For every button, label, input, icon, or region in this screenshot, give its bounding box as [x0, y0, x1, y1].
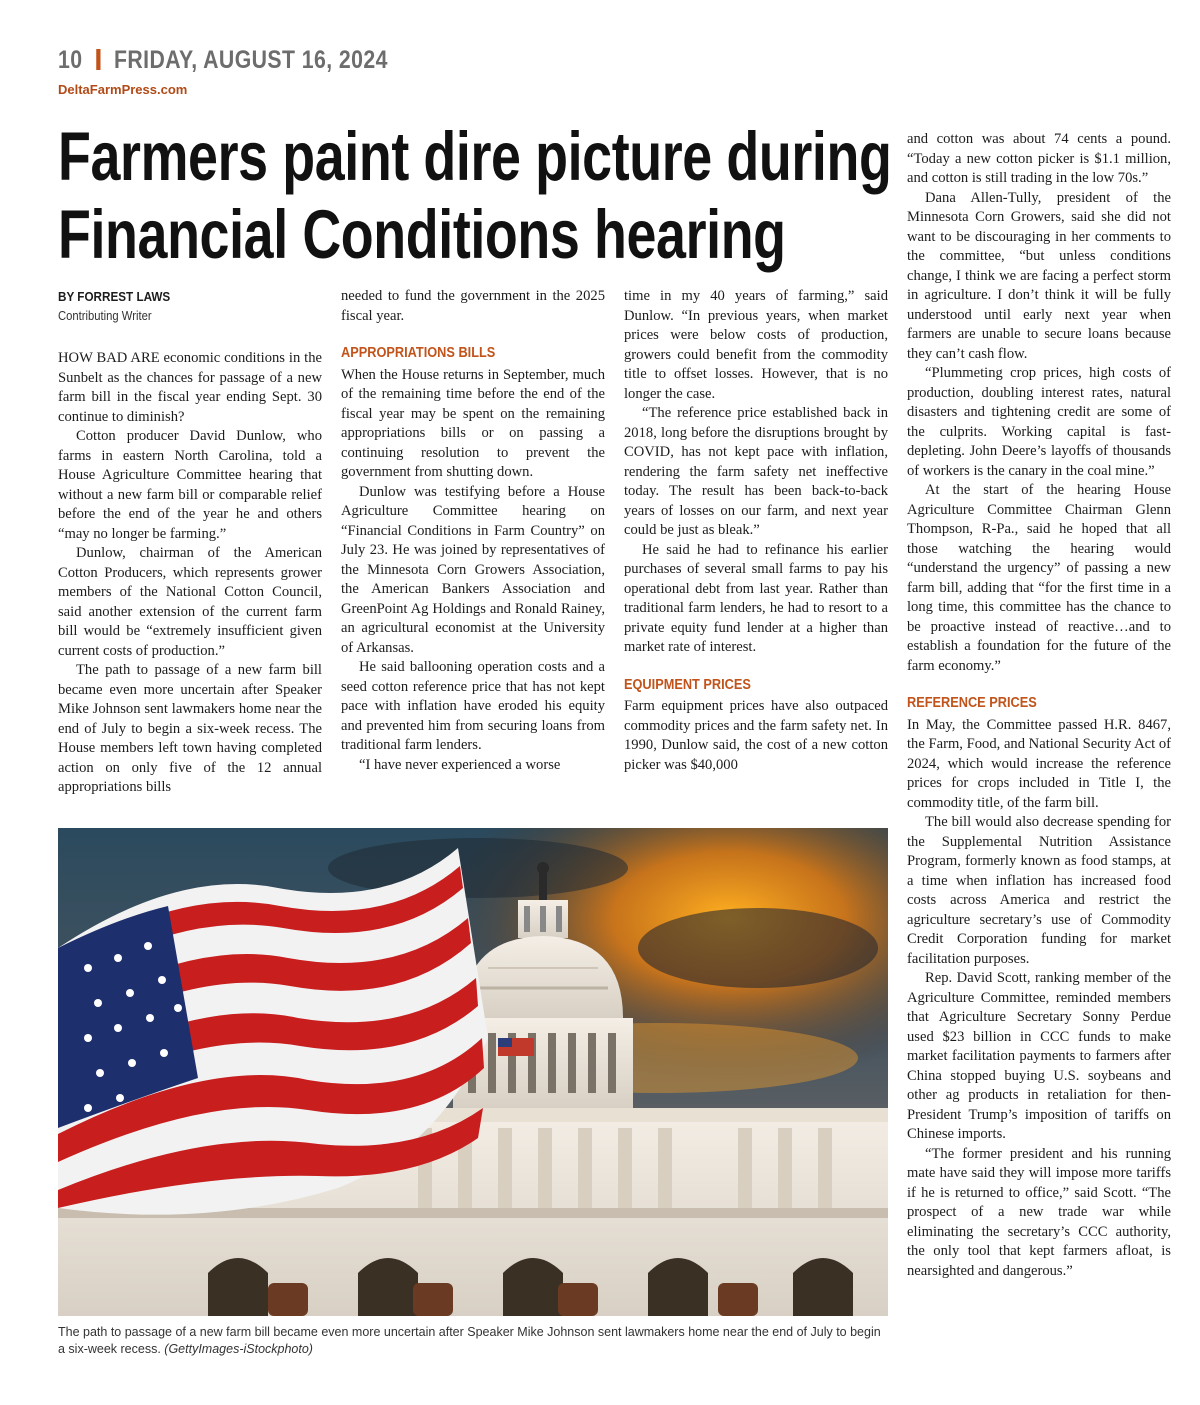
paragraph: Farm equipment prices have also outpaced commodity prices and the farm safety net. In 1990, Dunlow said, the cost of a new cotton picker was $40,000 — [624, 698, 888, 773]
paragraph: He said he had to refinance his earlier purchases of several small farms to pay his operational debt from last year. Rather than traditional farm lenders, he had to resort to a private equity fund lender at a higher than market rate of interest. — [624, 541, 888, 655]
photo-credit: (GettyImages-iStockphoto) — [164, 1342, 313, 1356]
paragraph: HOW BAD ARE economic conditions in the Sunbelt as the chances for passage of a new farm bill in the fiscal year ending Sept. 30 continue to diminish? — [58, 350, 322, 425]
paragraph: “Plummeting crop prices, high costs of production, doubling interest rates, natural disasters and tightening credit are some of the culprits. Working capital is fast-depleting. John Deere’s layoffs of thousands of workers is the canary in the coal mine.” — [907, 365, 1171, 479]
header-divider — [96, 49, 100, 70]
subhead-equipment: EQUIPMENT PRICES — [624, 676, 751, 693]
paragraph: “I have never experienced a worse — [359, 756, 561, 773]
subhead-reference: REFERENCE PRICES — [907, 695, 1037, 711]
capitol-flag-photo — [58, 828, 888, 1316]
paragraph: When the House returns in September, much of the remaining time before the end of the fiscal year may be spent on the remaining appropriations bills or on passing a continuing resolution to prevent the government from shutting down. — [341, 366, 605, 480]
page-number: 10 — [58, 46, 83, 74]
paragraph: The path to passage of a new farm bill became even more uncertain after Speaker Mike Johnson sent lawmakers home near the end of July to begin a six-week recess. The House members left town having completed action on only five of the 12 annual appropriations bills — [58, 662, 322, 795]
caption-text: The path to passage of a new farm bill became even more uncertain after Speaker Mike Johnson sent lawmakers home near the end of July to begin a six-week recess. — [58, 1325, 881, 1356]
paragraph: and cotton was about 74 cents a pound. “Today a new cotton picker is $1.1 million, and cotton is still trading in the low 70s.” — [907, 131, 1171, 186]
issue-date: FRIDAY, AUGUST 16, 2024 — [113, 46, 388, 74]
subhead-appropriations: APPROPRIATIONS BILLS — [341, 345, 496, 361]
paragraph: Dana Allen-Tully, president of the Minnesota Corn Growers, said she did not want to be discouraging in her comments to the committee, “but unless conditions change, I think we are facing a perfect storm in agriculture. I don’t think it will be fully understood until early next year when farmers are unable to secure loans because they can’t cash flow. — [907, 189, 1171, 362]
paragraph: Cotton producer David Dunlow, who farms in eastern North Carolina, told a House Agriculture Committee hearing that without a new farm bill or comparable relief before the end of the year he and others “may no longer be farming.” — [58, 428, 322, 542]
paragraph: The bill would also decrease spending for the Supplemental Nutrition Assistance Program, formerly known as food stamps, at a time when inflation has increased food costs across America and restrict the agriculture secretary’s use of Commodity Credit Corporation funding for market facilitation purposes. — [907, 814, 1171, 967]
article-column-4 — [907, 130, 1171, 1281]
article-column-3 — [624, 287, 888, 775]
headline — [58, 118, 892, 274]
paragraph: needed to fund the government in the 2025 fiscal year. — [341, 288, 605, 324]
paragraph: At the start of the hearing House Agriculture Committee Chairman Glenn Thompson, R-Pa., said he hoped that all those watching the hearing would “understand the urgency” of passing a new farm bill, adding that “for the first time in a long time, this committee has the chance to be proactive instead of reactive…and to establish a foundation for the future of the farm economy.” — [907, 482, 1171, 674]
paragraph: time in my 40 years of farming,” said Dunlow. “In previous years, when market prices were below costs of production, growers could benefit from the commodity title to offset losses. However, that is no longer the case. — [624, 288, 888, 402]
page-header — [58, 46, 388, 75]
paragraph: “The reference price established back in 2018, long before the disruptions brought by COVID, has not kept pace with inflation, rendering the farm safety net ineffective today. The result has been back-to-back years of losses on our farm, and next year could be just as bleak.” — [624, 405, 888, 538]
headline-line-2: Financial Conditions hearing — [58, 196, 786, 273]
article-column-2 — [341, 287, 605, 775]
photo-caption — [58, 1324, 888, 1358]
paragraph: “The former president and his running mate have said they will impose more tariffs if he is returned to office,” said Scott. “The prospect of a new trade war while eliminating the secretary’s CCC authority, the only tool that kept farmers afloat, is nearsighted and dangerous.” — [907, 1145, 1171, 1279]
site-url: DeltaFarmPress.com — [58, 82, 188, 97]
article-column-1 — [58, 287, 322, 798]
paragraph: He said ballooning operation costs and a seed cotton reference price that has not kept pace with inflation have eroded his equity and prevented him from securing loans from traditional farm lenders. — [341, 659, 605, 753]
byline-author: BY FORREST LAWS — [58, 289, 171, 304]
paragraph: In May, the Committee passed H.R. 8467, the Farm, Food, and National Security Act of 2024, which would increase the reference prices for crops included in Title I, the commodity title, of the farm bill. — [907, 716, 1171, 811]
byline-role: Contributing Writer — [58, 308, 152, 323]
headline-line-1: Farmers paint dire picture during — [58, 118, 892, 195]
paragraph: Dunlow was testifying before a House Agriculture Committee hearing on “Financial Conditions in Farm Country” on July 23. He was joined by representatives of the Minnesota Corn Growers Association, the American Bankers Association and GreenPoint Ag Holdings and Ronald Rainey, an agricultural economist at the University of Arkansas. — [341, 483, 605, 656]
paragraph: Dunlow, chairman of the American Cotton Producers, which represents grower members of the National Cotton Council, said another extension of the current farm bill would be “extremely insufficient given current costs of production.” — [58, 545, 322, 659]
paragraph: Rep. David Scott, ranking member of the Agriculture Committee, reminded members that Agriculture Secretary Sonny Perdue used $23 billion in CCC funds to make market facilitation payments to farmers after China stopped buying U.S. soybeans and other ag products in retaliation for then-President Trump’s imposition of tariffs on Chinese imports. — [907, 970, 1171, 1142]
